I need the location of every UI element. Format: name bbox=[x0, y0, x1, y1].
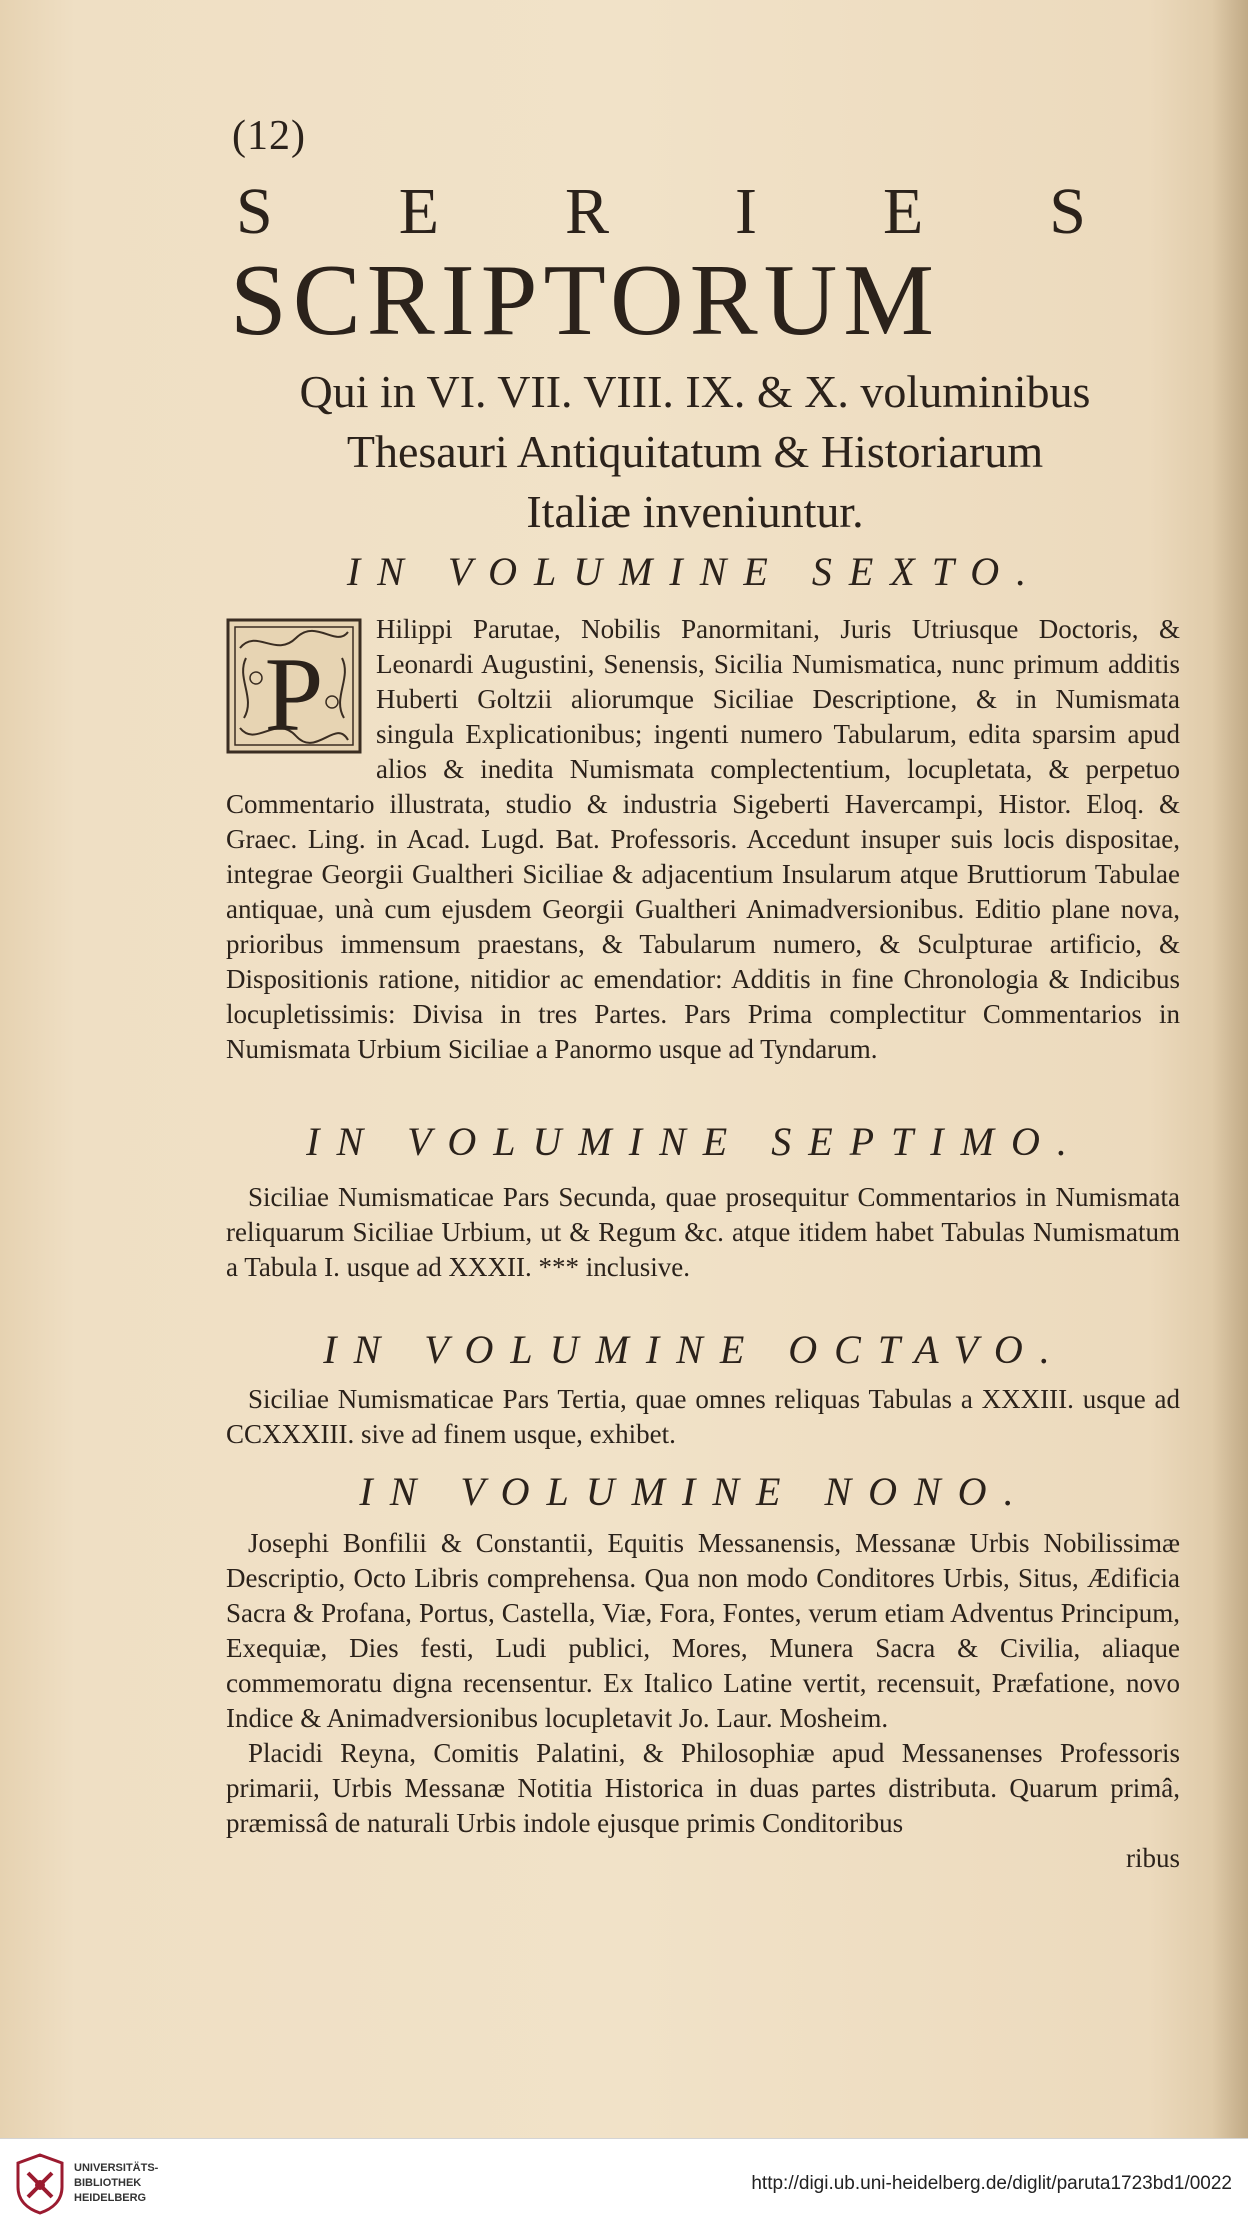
series-letter: S bbox=[236, 175, 273, 248]
section-body-septimo bbox=[226, 1180, 1180, 1285]
section-heading-octavo: IN VOLUMINE OCTAVO. bbox=[323, 1327, 1067, 1372]
series-letter: S bbox=[1049, 175, 1086, 248]
series-letter: R bbox=[564, 175, 610, 248]
section-heading-nono: IN VOLUMINE NONO. bbox=[359, 1469, 1031, 1514]
section-heading-septimo: IN VOLUMINE SEPTIMO. bbox=[306, 1119, 1084, 1164]
series-letter: E bbox=[882, 175, 924, 248]
series-letter: I bbox=[734, 175, 757, 248]
catchword: ribus bbox=[1126, 1843, 1180, 1873]
series-letter: E bbox=[398, 175, 440, 248]
paragraph-octavo: Siciliae Numismaticae Pars Tertia, quae omnes reliquas Tabulas a XXXIII. usque ad CCXXXIII. sive ad finem usque, exhibet. bbox=[226, 1384, 1180, 1449]
paragraph-nono-1: Josephi Bonfilii & Constantii, Equitis Messanensis, Messanæ Urbis Nobilissimæ Descriptio, Octo Libris comprehensa. Qua non modo Conditores Urbis, Situs, Ædificia Sacra & Profana, Portus, Castella, Viæ, Fora, Fontes, verum etiam Adventus Principum, Exequiæ, Dies festi, Ludi publici, Mores, Munera Sacra & Civilia, aliaque commemoratu digna recensentur. Ex Italico Latine vertit, recensuit, Præfatione, novo Indice & Animadversionibus locupletavit Jo. Laur. Mosheim. bbox=[226, 1528, 1180, 1733]
section-heading-sexto: IN VOLUMINE SEXTO. bbox=[346, 549, 1044, 594]
page-title: SCRIPTORUM bbox=[230, 244, 941, 357]
section-body-octavo bbox=[226, 1382, 1180, 1452]
page-subtitle bbox=[230, 362, 1160, 542]
subtitle-line: Qui in VI. VII. VIII. IX. & X. voluminibus bbox=[299, 366, 1091, 417]
paragraph-sexto: Hilippi Parutae, Nobilis Panormitani, Juris Utriusque Doctoris, & Leonardi Augustini, Senensis, Sicilia Numismatica, nunc primum additis Huberti Goltzii aliorumque Siciliae Descriptione, & in Numismata singula Explicationibus; ingenti numero Tabularum, edita sparsim apud alios & inedita Numismata complectentium, locupletata, & perpetuo Commentario illustrata, studio & industria Sigeberti Havercampi, Histor. Eloq. & Graec. Ling. in Acad. Lugd. Bat. Professoris. Accedunt insuper suis locis dispositae, integrae Georgii Gualtheri Siciliae & adjacentium Insularum atque Bruttiorum Tabulae antiquae, unà cum ejusdem Georgii Gualtheri Animadversionibus. Editio plane nova, prioribus immensum praestans, & Tabularum numero, & Sculpturae artificio, & Dispositionis ratione, nitidior ac emendatior: Additis in fine Chronologia & Indicibus locupletissimis: Divisa in tres Partes. Pars Prima complectitur Commentarios in Numismata Urbium Siciliae a Panormo usque ad Tyndarum. bbox=[226, 614, 1180, 1064]
series-heading bbox=[236, 174, 1086, 250]
university-seal-icon bbox=[14, 2153, 66, 2215]
page-number: (12) bbox=[232, 113, 306, 159]
subtitle-line: Thesauri Antiquitatum & Historiarum bbox=[346, 426, 1044, 477]
paragraph-nono-2: Placidi Reyna, Comitis Palatini, & Philosophiæ apud Messanenses Professoris primarii, Urbis Messanæ Notitia Historica in duas partes distributa. Quarum primâ, præmissâ de naturali Urbis indole ejusque primis Conditoribus bbox=[226, 1738, 1180, 1838]
decorated-initial-icon bbox=[226, 618, 362, 754]
page-gutter-shadow bbox=[1212, 0, 1248, 2138]
section-body-sexto bbox=[226, 612, 1180, 1067]
viewer-footer bbox=[0, 2138, 1248, 2229]
section-body-nono bbox=[226, 1526, 1180, 1876]
paragraph-septimo: Siciliae Numismaticae Pars Secunda, quae prosequitur Commentarios in Numismata reliquarum Siciliae Urbium, ut & Regum &c. atque itidem habet Tabulas Numismatum a Tabula I. usque ad XXXII. *** inclusive. bbox=[226, 1182, 1180, 1282]
subtitle-line: Italiæ inveniuntur. bbox=[526, 486, 864, 537]
library-name: UNIVERSITÄTS- BIBLIOTHEK HEIDELBERG bbox=[74, 2162, 159, 2204]
source-url-link[interactable]: http://digi.ub.uni-heidelberg.de/diglit/paruta1723bd1/0022 bbox=[751, 2173, 1232, 2194]
dropcap-letter: P bbox=[264, 636, 324, 753]
